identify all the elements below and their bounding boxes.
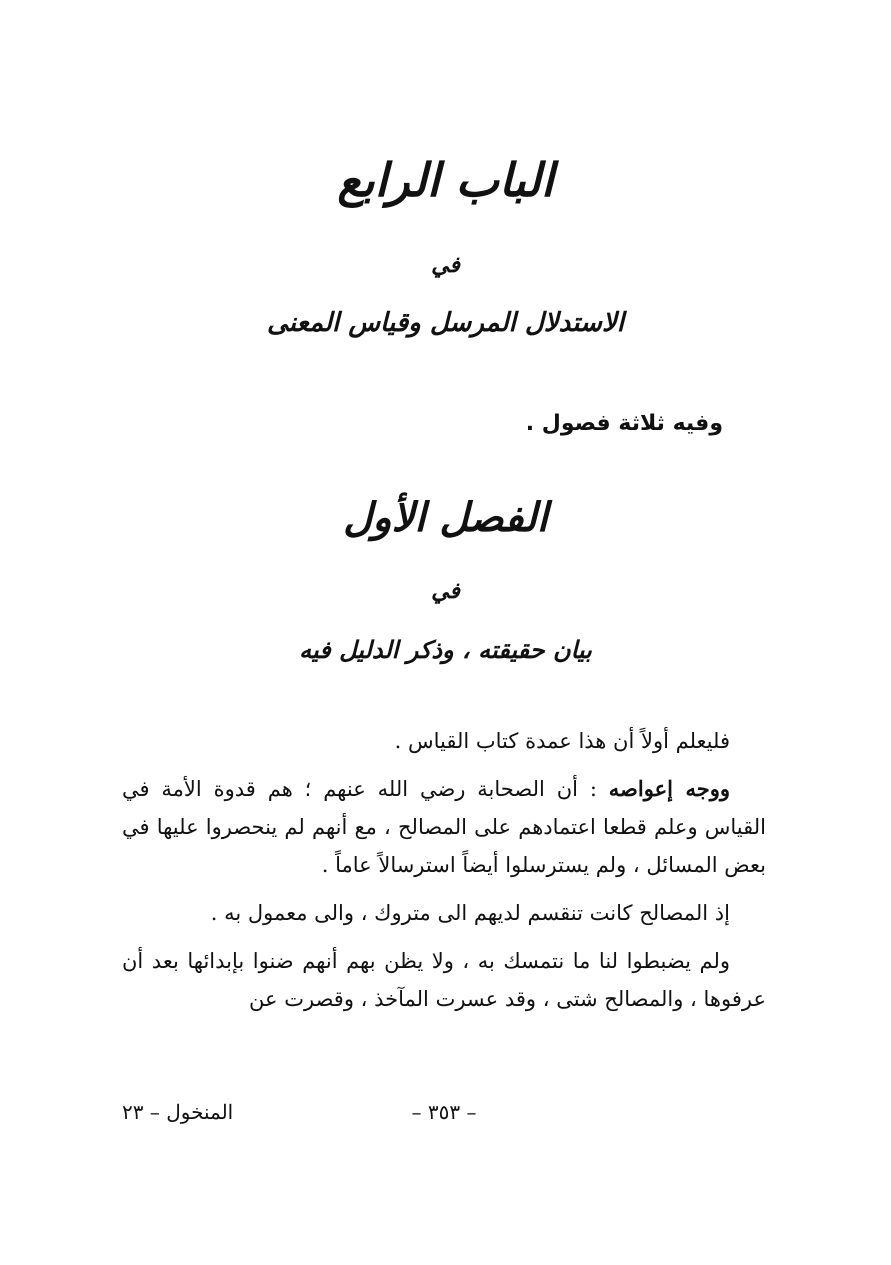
page-number: – ٣٥٣ – (411, 1100, 477, 1124)
paragraph-4: ولم يضبطوا لنا ما نتمسك به ، ولا يظن بهم أنهم ضنوا بإبدائها بعد أن عرفوها ، والمصالح شتى ، وقد عسرت المآخذ ، وقصرت عن (122, 949, 766, 1011)
chapter-sections-note: وفيه ثلاثة فصول . (525, 411, 723, 436)
chapter-subject: الاستدلال المرسل وقياس المعنى (267, 308, 624, 338)
paragraph-2-rest: : أن الصحابة رضي الله عنهم ؛ هم قدوة الأمة في القياس وعلم قطعا اعتمادهم على المصالح ، مع أنهم لم ينحصروا عليها في بعض المسائل ، ولم يسترسلوا أيضاً استرسالاً عاماً . (122, 777, 766, 877)
chapter-fi: في (431, 252, 460, 278)
section-title: الفصل الأول (343, 494, 548, 541)
paragraph-3: إذ المصالح كانت تنقسم لديهم الى متروك ، والى معمول به . (210, 901, 730, 925)
section-subject: بيان حقيقته ، وذكر الدليل فيه (299, 635, 592, 664)
footer-source: المنخول – ٢٣ (122, 1100, 234, 1124)
body-text (122, 722, 766, 1028)
chapter-title: الباب الرابع (337, 153, 554, 207)
page-footer (122, 1095, 766, 1129)
section-fi: في (431, 578, 460, 604)
paragraph-2 (122, 770, 766, 884)
paragraph-1: فليعلم أولاً أن هذا عمدة كتاب القياس . (394, 729, 730, 753)
paragraph-2-lead: ووجه إعواصه (608, 776, 730, 801)
